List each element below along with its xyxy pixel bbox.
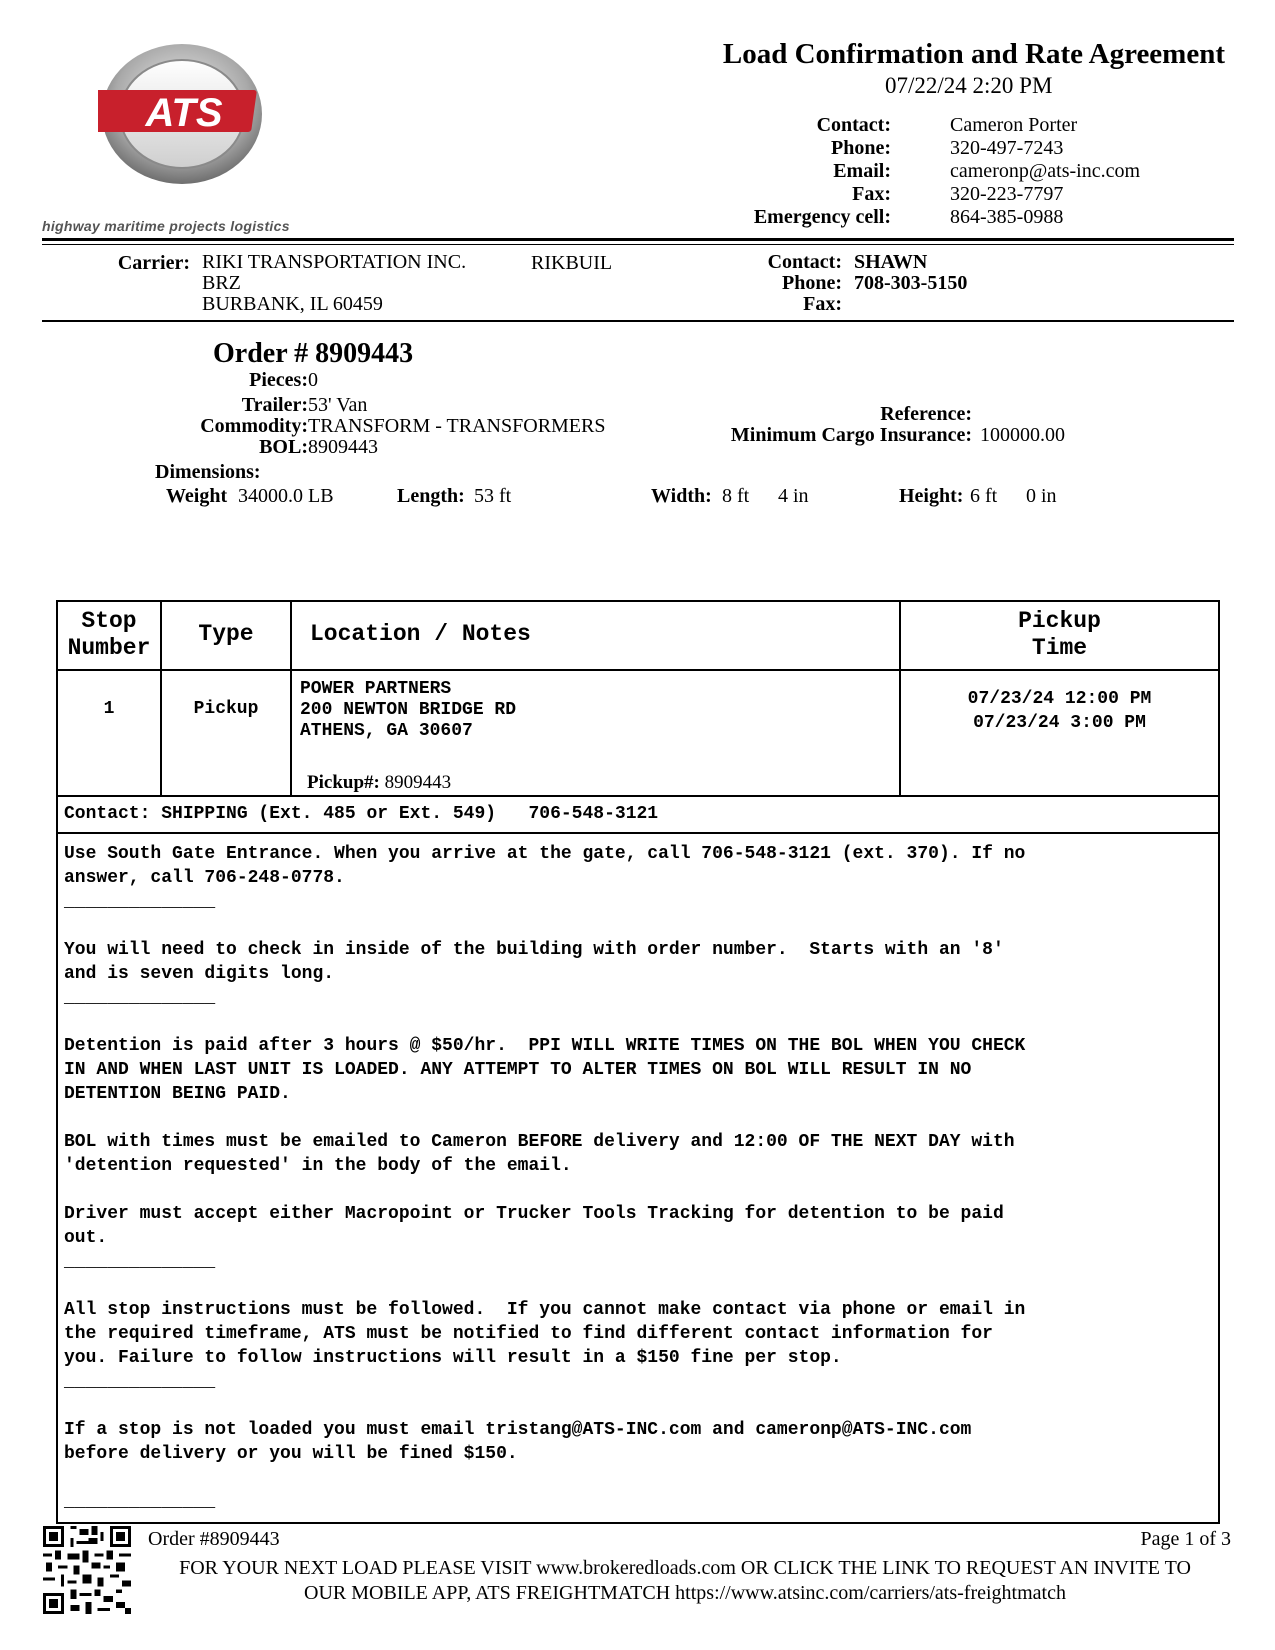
note-paragraph: If a stop is not loaded you must email tristang@ATS-INC.com and cameronp@ATS-INC.com before delivery or you will be fined $150. — [64, 1420, 972, 1464]
note-paragraph: All stop instructions must be followed. If you cannot make contact via phone or email in the required timeframe, ATS must be notified to find different contact information for you. Failure to follow instructions will result in a $150 fine per stop. — [64, 1300, 1026, 1368]
note-separator: ______________ — [64, 1372, 216, 1392]
carrier-divider — [42, 320, 1234, 322]
carrier-contact-label: Contact: — [767, 251, 842, 273]
weight-label: Weight — [166, 485, 228, 507]
length-label: Length: — [397, 485, 465, 507]
note-paragraph: You will need to check in inside of the building with order number. Starts with an '8' and is seven digits long. — [64, 940, 1004, 984]
contact-email[interactable]: cameronp@ats-inc.com — [950, 160, 1141, 182]
pickup-number-value: 8909443 — [384, 772, 452, 793]
trailer-value: 53' Van — [308, 394, 368, 416]
note-paragraph: BOL with times must be emailed to Cameron BEFORE delivery and 12:00 OF THE NEXT DAY with 'detention requested' in the body of the email. — [64, 1132, 1015, 1176]
pickup-time-header — [901, 608, 1218, 662]
height-label: Height: — [899, 485, 964, 507]
stop-type: Pickup — [193, 699, 259, 719]
location-street: 200 NEWTON BRIDGE RD — [300, 700, 517, 720]
width-feet: 8 ft — [722, 485, 750, 507]
document-datetime: 07/22/24 2:20 PM — [885, 73, 1053, 98]
stop-notes — [64, 842, 1214, 1514]
page-indicator: Page 1 of 3 — [1140, 1528, 1231, 1550]
bol-value: 8909443 — [308, 436, 378, 458]
height-feet: 6 ft — [970, 485, 998, 507]
stop-header-line1: Stop — [81, 608, 137, 634]
ats-logo — [98, 40, 270, 190]
type-header: Type — [198, 621, 254, 647]
fax-label: Fax: — [852, 183, 891, 205]
note-paragraph — [64, 1010, 1214, 1034]
pickup-number-row — [307, 772, 451, 794]
note-paragraph — [64, 1274, 1214, 1298]
stop-number: 1 — [103, 699, 115, 719]
trailer-label: Trailer: — [241, 394, 308, 416]
pickup-number-label: Pickup#: — [307, 772, 380, 793]
contact-phone: 320-497-7243 — [950, 137, 1064, 159]
contact-row-divider — [56, 832, 1220, 834]
note-paragraph: Use South Gate Entrance. When you arrive at the gate, call 706-548-3121 (ext. 370). If no answer, call 706-248-0778. — [64, 844, 1026, 888]
footer-message — [140, 1556, 1230, 1606]
pickup-times — [901, 687, 1218, 735]
qr-code-icon[interactable] — [43, 1526, 131, 1614]
header-divider-thick — [42, 238, 1234, 241]
carrier-name: RIKI TRANSPORTATION INC. — [202, 251, 467, 273]
carrier-city: BURBANK, IL 60459 — [202, 293, 383, 315]
logo-text: ATS — [145, 91, 223, 135]
pieces-label: Pieces: — [249, 369, 308, 391]
commodity-label: Commodity: — [200, 415, 308, 437]
footer-message-line2[interactable]: OUR MOBILE APP, ATS FREIGHTMATCH https://www.atsinc.com/carriers/ats-freightmatch — [304, 1582, 1066, 1604]
contact-emergency-cell: 864-385-0988 — [950, 206, 1064, 228]
carrier-address — [202, 252, 466, 315]
footer-order-number: Order #8909443 — [148, 1528, 280, 1550]
width-inches: 4 in — [778, 485, 809, 507]
contact-fax: 320-223-7797 — [950, 183, 1064, 205]
carrier-label: Carrier: — [117, 252, 190, 274]
col-divider-2 — [290, 600, 292, 796]
logo-tagline: highway maritime projects logistics — [42, 218, 290, 234]
reference-value — [980, 404, 1065, 425]
commodity-value: TRANSFORM - TRANSFORMERS — [308, 415, 606, 437]
broker-contact-labels — [754, 114, 891, 229]
note-paragraph: Driver must accept either Macropoint or Trucker Tools Tracking for detention to be paid out. — [64, 1204, 1004, 1248]
width-label: Width: — [651, 485, 712, 507]
phone-label: Phone: — [831, 137, 891, 159]
note-paragraph: Detention is paid after 3 hours @ $50/hr. PPI WILL WRITE TIMES ON THE BOL WHEN YOU CHECK IN AND WHEN LAST UNIT IS LOADED. ANY ATTEMPT TO ALTER TIMES ON BOL WILL RESULT IN NO DETENTION BEING PAID. — [64, 1036, 1026, 1104]
email-label: Email: — [833, 160, 891, 182]
time-header-line2: Time — [1031, 635, 1088, 661]
reference-label: Reference: — [880, 403, 972, 425]
pieces-value: 0 — [308, 369, 318, 391]
broker-contact-values — [950, 114, 1140, 229]
note-separator: ______________ — [64, 1492, 216, 1512]
contact-name: Cameron Porter — [950, 114, 1078, 136]
carrier-phone: 708-303-5150 — [854, 272, 968, 294]
carrier-fax-label: Fax: — [803, 293, 842, 315]
note-paragraph — [64, 1466, 1214, 1490]
reference-values — [980, 404, 1065, 446]
stop-number-header — [58, 608, 160, 662]
length-value: 53 ft — [474, 485, 512, 507]
header-divider-thin — [42, 244, 1234, 245]
insurance-label: Minimum Cargo Insurance: — [730, 424, 972, 446]
time-header-line1: Pickup — [1018, 608, 1101, 634]
carrier-phone-label: Phone: — [782, 272, 842, 294]
note-separator: ______________ — [64, 892, 216, 912]
carrier-contact-name: SHAWN — [854, 251, 928, 273]
note-paragraph — [64, 1394, 1214, 1418]
order-title: Order # 8909443 — [213, 338, 414, 369]
note-paragraph — [64, 1178, 1214, 1202]
stop-header-line2: Number — [67, 635, 151, 661]
note-paragraph — [64, 1106, 1214, 1130]
carrier-contact-values — [854, 252, 967, 315]
insurance-value: 100000.00 — [980, 424, 1065, 446]
reference-labels — [731, 404, 972, 446]
pickup-time-end: 07/23/24 3:00 PM — [973, 713, 1146, 733]
weight-value: 34000.0 LB — [238, 485, 334, 507]
footer-message-line1[interactable]: FOR YOUR NEXT LOAD PLEASE VISIT www.brokeredloads.com OR CLICK THE LINK TO REQUEST AN INVITE TO — [179, 1557, 1191, 1579]
note-separator: ______________ — [64, 988, 216, 1008]
carrier-code: RIKBUIL — [531, 252, 613, 274]
emergency-cell-label: Emergency cell: — [753, 206, 891, 228]
height-inches: 0 in — [1026, 485, 1057, 507]
pickup-time-start: 07/23/24 12:00 PM — [967, 689, 1152, 709]
note-paragraph — [64, 914, 1214, 938]
dimensions-label: Dimensions: — [155, 461, 261, 483]
contact-label: Contact: — [816, 114, 891, 136]
order-detail-labels — [200, 370, 308, 458]
order-detail-values — [308, 370, 606, 458]
header-row-divider — [56, 669, 1220, 671]
carrier-fax — [854, 294, 967, 315]
note-separator: ______________ — [64, 1252, 216, 1272]
stop-contact: Contact: SHIPPING (Ext. 485 or Ext. 549) 706-548-3121 — [64, 804, 659, 824]
document-title: Load Confirmation and Rate Agreement — [722, 38, 1225, 70]
bol-label: BOL: — [259, 436, 308, 458]
carrier-contact-labels — [768, 252, 842, 315]
stop-location — [300, 679, 516, 742]
carrier-line2: BRZ — [202, 272, 241, 294]
stop-row-divider — [56, 795, 1220, 797]
location-city: ATHENS, GA 30607 — [300, 721, 473, 741]
location-header: Location / Notes — [310, 621, 531, 647]
location-name: POWER PARTNERS — [300, 679, 452, 699]
